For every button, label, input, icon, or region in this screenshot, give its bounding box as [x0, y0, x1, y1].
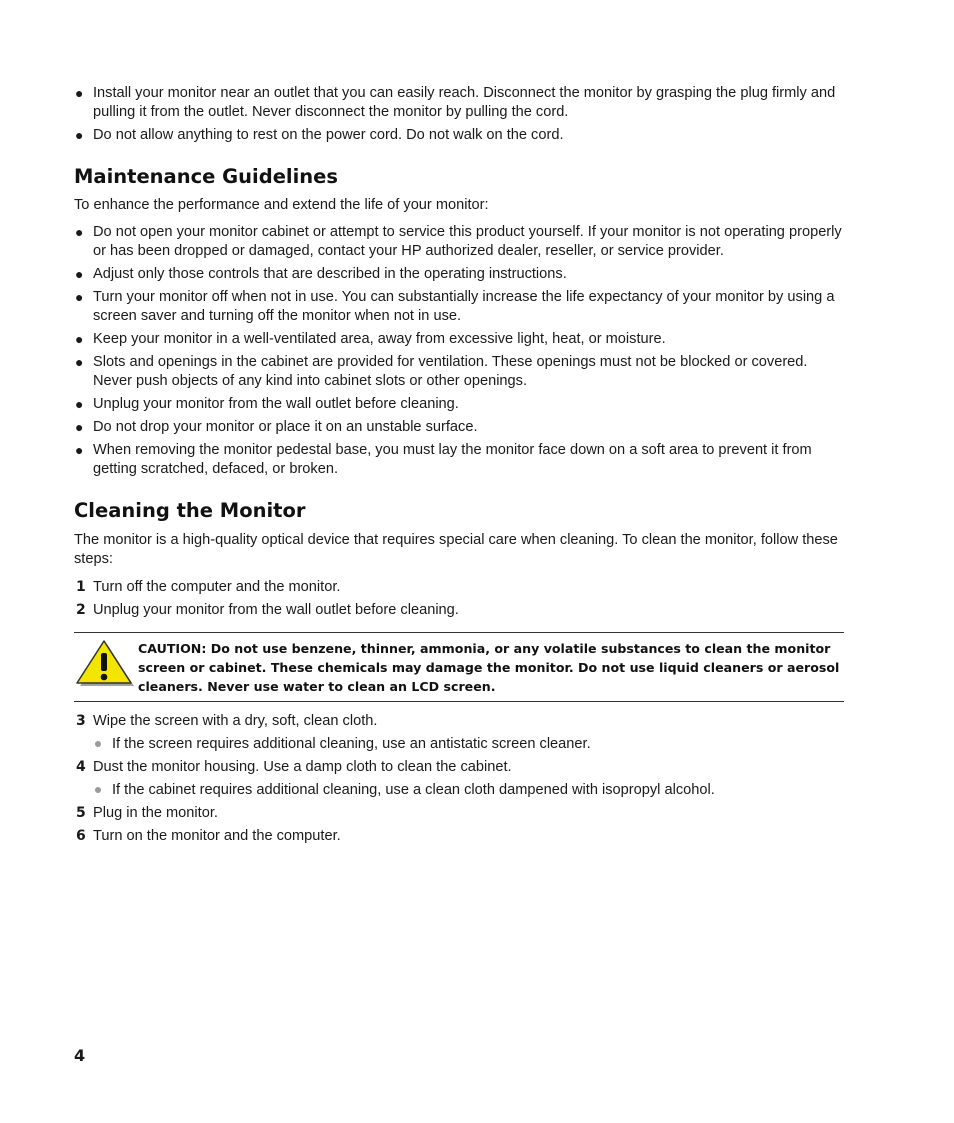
step-number: 6	[76, 828, 86, 844]
bullet-icon: ●	[75, 266, 84, 282]
caution-box	[74, 632, 844, 702]
step-item: 4 Dust the monitor housing. Use a damp cloth to clean the cabinet. If the cabinet requires additional cleaning, use a clean cloth dampened with isopropyl alcohol.	[74, 758, 844, 800]
step-item: 1 Turn off the computer and the monitor.	[76, 579, 341, 595]
page-number: 4	[74, 1046, 86, 1065]
caution-text: CAUTION: Do not use benzene, thinner, ammonia, or any volatile substances to clean the monitor screen or cabinet. These chemicals may damage the monitor. Do not use liquid cleaners or aerosol cleaners. Never use water to clean an LCD screen.	[138, 641, 840, 694]
page-content	[74, 84, 844, 850]
step-item: 2 Unplug your monitor from the wall outlet before cleaning.	[76, 602, 459, 618]
maintenance-heading: Maintenance Guidelines	[74, 165, 339, 188]
list-item: ● Adjust only those controls that are described in the operating instructions.	[75, 266, 567, 282]
bullet-icon: ●	[75, 419, 84, 435]
bullet-icon: ●	[75, 289, 84, 305]
maintenance-intro: To enhance the performance and extend the life of your monitor:	[74, 197, 489, 213]
bullet-icon: ●	[75, 442, 84, 458]
warning-triangle-icon	[74, 638, 134, 686]
power-cord-bullets	[74, 84, 844, 145]
list-item: ● When removing the monitor pedestal base, you must lay the monitor face down on a soft area to prevent it from getting scratched, defaced, or broken.	[75, 442, 812, 477]
list-item: If the cabinet requires additional cleaning, use a clean cloth dampened with isopropyl alcohol.	[93, 781, 844, 800]
bullet-icon	[95, 741, 101, 747]
step-item: 5 Plug in the monitor.	[76, 805, 218, 821]
bullet-icon: ●	[75, 85, 84, 101]
list-item: If the screen requires additional cleaning, use an antistatic screen cleaner.	[93, 735, 844, 754]
list-item: ● Install your monitor near an outlet that you can easily reach. Disconnect the monitor by grasping the plug firmly and pulling it from the outlet. Never disconnect the monitor by pulling the cord.	[75, 85, 836, 120]
cleaning-steps-part-2	[74, 712, 844, 846]
step-number: 3	[76, 713, 86, 729]
bullet-icon: ●	[75, 224, 84, 240]
step-sub-bullets	[93, 781, 844, 800]
step-number: 4	[76, 759, 86, 775]
list-item: ● Do not drop your monitor or place it on an unstable surface.	[75, 419, 478, 435]
step-number: 2	[76, 602, 86, 618]
bullet-icon	[95, 787, 101, 793]
list-item: ● Slots and openings in the cabinet are provided for ventilation. These openings must not be blocked or covered. Never push objects of any kind into cabinet slots or other openings.	[75, 354, 808, 389]
step-item: 6 Turn on the monitor and the computer.	[76, 828, 341, 844]
cleaning-steps-part-1	[74, 578, 844, 620]
cleaning-intro: The monitor is a high-quality optical device that requires special care when cleaning. To clean the monitor, follow these steps:	[74, 532, 838, 567]
step-number: 1	[76, 579, 86, 595]
step-number: 5	[76, 805, 86, 821]
list-item: ● Do not open your monitor cabinet or attempt to service this product yourself. If your monitor is not operating properly or has been dropped or damaged, contact your HP authorized dealer, reseller, or service provider.	[75, 224, 842, 259]
list-item: ● Unplug your monitor from the wall outlet before cleaning.	[75, 396, 459, 412]
maintenance-bullets	[74, 223, 844, 479]
list-item: ● Turn your monitor off when not in use. You can substantially increase the life expectancy of your monitor by using a screen saver and turning off the monitor when not in use.	[75, 289, 835, 324]
list-item: ● Do not allow anything to rest on the power cord. Do not walk on the cord.	[75, 127, 564, 143]
step-sub-bullets	[93, 735, 844, 754]
cleaning-heading: Cleaning the Monitor	[74, 499, 306, 522]
bullet-icon: ●	[75, 396, 84, 412]
bullet-icon: ●	[75, 354, 84, 370]
bullet-icon: ●	[75, 331, 84, 347]
bullet-icon: ●	[75, 127, 84, 143]
step-item: 3 Wipe the screen with a dry, soft, clean cloth. If the screen requires additional cleaning, use an antistatic screen cleaner.	[74, 712, 844, 754]
list-item: ● Keep your monitor in a well-ventilated area, away from excessive light, heat, or moisture.	[75, 331, 666, 347]
